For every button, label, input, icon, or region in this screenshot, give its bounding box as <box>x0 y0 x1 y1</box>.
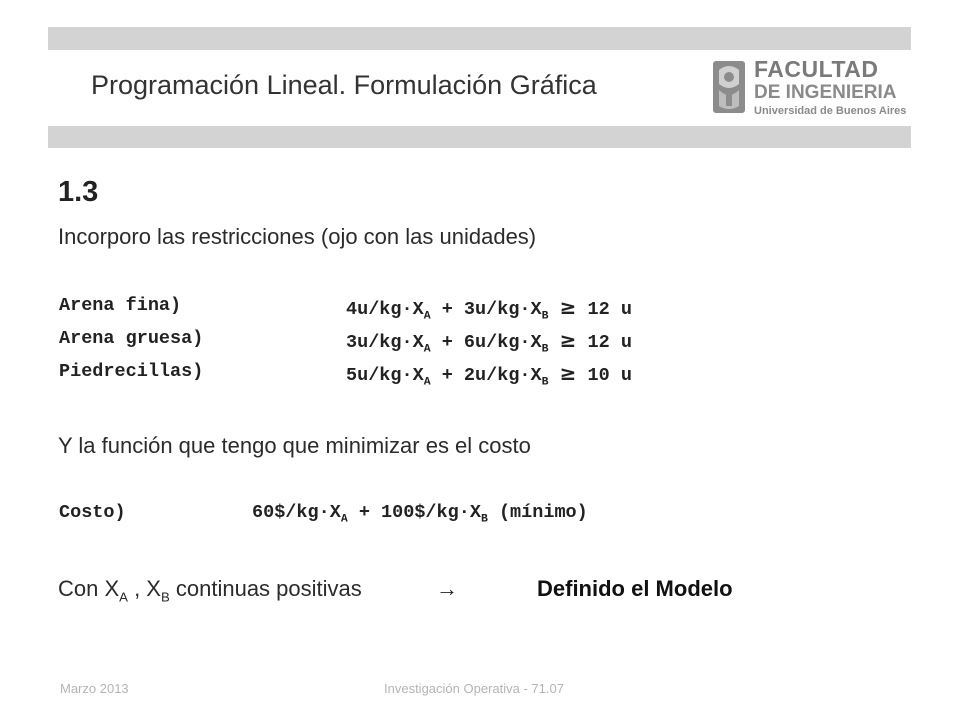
constraints-intro: Incorporo las restricciones (ojo con las unidades) <box>58 224 537 249</box>
greater-equal-sign: ≥ <box>559 295 577 319</box>
subscript-b: B <box>160 589 170 605</box>
objective-label: Costo) <box>59 502 126 523</box>
constraint-rhs: 12 u <box>576 299 632 320</box>
constraint-rhs: 12 u <box>576 332 632 353</box>
greater-equal-sign: ≥ <box>559 328 577 352</box>
constraint-label: Piedrecillas) <box>59 361 204 382</box>
subscript-a: A <box>340 512 348 526</box>
subscript-a: A <box>423 375 431 389</box>
variables-statement <box>58 576 362 604</box>
faculty-logo <box>710 58 910 118</box>
greater-equal-sign: ≥ <box>559 361 577 385</box>
logo-line-university: Universidad de Buenos Aires <box>754 105 907 117</box>
constraint-label: Arena gruesa) <box>59 328 204 349</box>
subscript-b: B <box>541 375 549 389</box>
footer-course: Investigación Operativa - 71.07 <box>384 681 564 696</box>
header-bottom-bar <box>48 126 911 148</box>
objective-suffix: (mínimo) <box>487 502 588 523</box>
page-title: Programación Lineal. Formulación Gráfica <box>91 70 597 100</box>
term-a-coef: 4u/kg·X <box>346 299 424 320</box>
subscript-a: A <box>423 309 431 323</box>
subscript-a: A <box>423 342 431 356</box>
constraint-rhs: 10 u <box>576 365 632 386</box>
term-b-coef: + 100$/kg·X <box>347 502 481 523</box>
objective-intro: Y la función que tengo que minimizar es el costo <box>58 433 531 458</box>
constraint-expression <box>346 361 632 389</box>
constraint-expression <box>346 295 632 323</box>
model-defined-text: Definido el Modelo <box>537 576 733 601</box>
term-b-coef: + 6u/kg·X <box>430 332 542 353</box>
constraint-expression <box>346 328 632 356</box>
final-separator: , X <box>127 576 161 601</box>
final-prefix: Con X <box>58 576 120 601</box>
final-suffix: continuas positivas <box>169 576 362 601</box>
term-a-coef: 60$/kg·X <box>252 502 341 523</box>
right-arrow-icon: → <box>436 576 458 601</box>
constraint-label: Arena fina) <box>59 295 182 316</box>
subscript-b: B <box>541 342 549 356</box>
footer-date: Marzo 2013 <box>60 681 129 696</box>
header-top-bar <box>48 27 911 50</box>
subscript-b: B <box>480 512 488 526</box>
university-emblem-icon <box>712 60 746 114</box>
term-a-coef: 5u/kg·X <box>346 365 424 386</box>
section-number: 1.3 <box>58 176 99 208</box>
subscript-b: B <box>541 309 549 323</box>
term-b-coef: + 2u/kg·X <box>430 365 542 386</box>
subscript-a: A <box>119 589 128 605</box>
objective-expression <box>252 502 588 526</box>
term-b-coef: + 3u/kg·X <box>430 299 542 320</box>
term-a-coef: 3u/kg·X <box>346 332 424 353</box>
logo-line-engineering: DE INGENIERIA <box>754 82 897 103</box>
logo-line-faculty: FACULTAD <box>754 56 879 82</box>
